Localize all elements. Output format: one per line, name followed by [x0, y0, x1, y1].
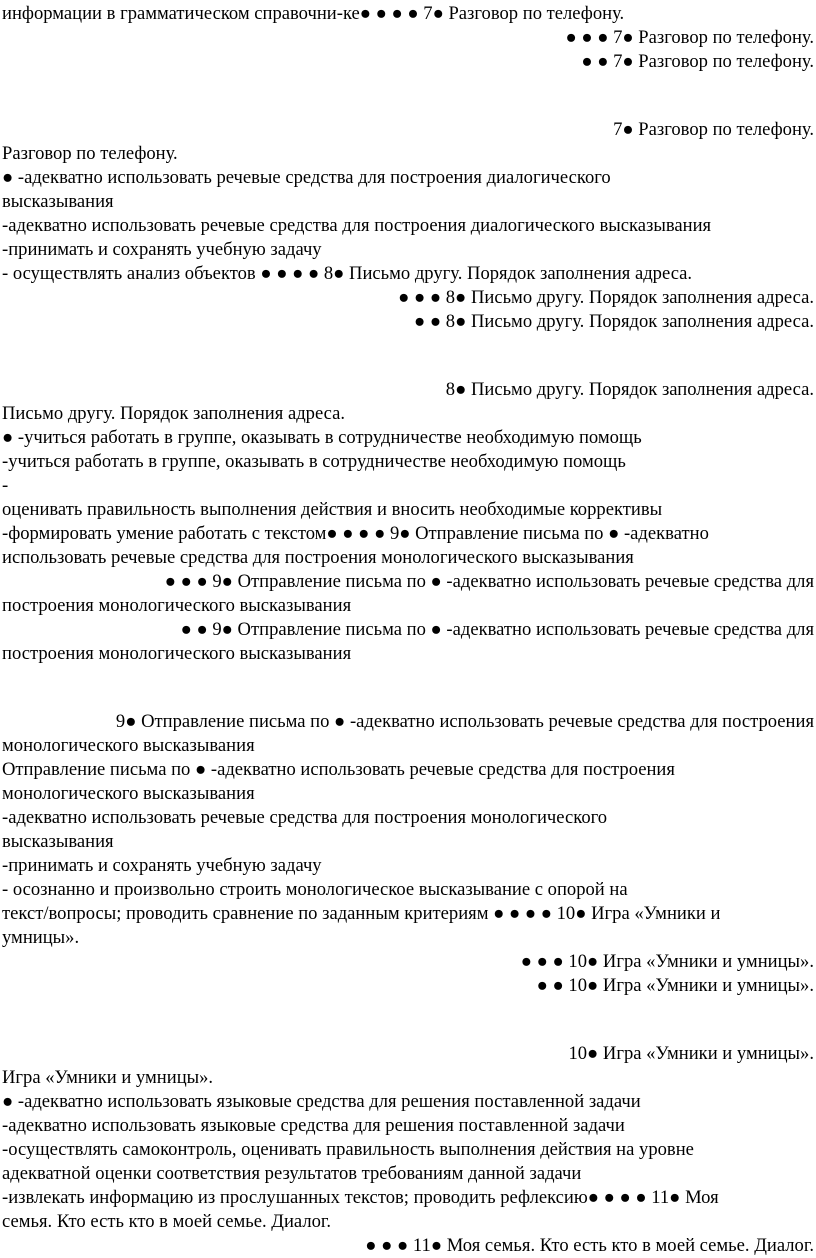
text-line: ● ● 7● Разговор по телефону. [581, 51, 814, 72]
text-line: 7● Разговор по телефону. [613, 119, 814, 140]
text-line: - осуществлять анализ объектов ● ● ● ● 8● Письмо другу. Порядок заполнения адреса. [2, 263, 693, 284]
text-line: -учиться работать в группе, оказывать в сотрудничестве необходимую помощь [2, 451, 626, 472]
text-line: -адекватно использовать языковые средства для решения поставленной задачи [2, 1115, 625, 1136]
text-line: 9● Отправление письма по ● -адекватно использовать речевые средства для построения [115, 711, 814, 732]
text-line: -принимать и сохранять учебную задачу [2, 855, 322, 876]
text-line: -извлекать информацию из прослушанных текстов; проводить рефлексию● ● ● ● 11● Моя [2, 1187, 719, 1208]
text-line: построения монологического высказывания [2, 595, 352, 616]
text-line: ● ● 8● Письмо другу. Порядок заполнения адреса. [414, 311, 814, 332]
text-line: - осознанно и произвольно строить монологическое высказывание с опорой на [2, 879, 628, 900]
text-line: ● ● ● 11● Моя семья. Кто есть кто в моей семье. Диалог. [365, 1235, 814, 1256]
text-line: адекватной оценки соответствия результатов требованиям данной задачи [2, 1163, 582, 1184]
text-line: использовать речевые средства для построения монологического высказывания [2, 547, 634, 568]
text-line: -принимать и сохранять учебную задачу [2, 239, 322, 260]
text-line: -формировать умение работать с текстом● ● ● ● 9● Отправление письма по ● -адекватно [2, 523, 709, 544]
text-line: ● ● 9● Отправление письма по ● -адекватно использовать речевые средства для [180, 619, 814, 640]
text-line: ● -адекватно использовать языковые средства для решения поставленной задачи [2, 1091, 641, 1112]
text-line: Игра «Умники и умницы». [2, 1067, 214, 1088]
text-line: информации в грамматическом справочни-ке● ● ● ● 7● Разговор по телефону. [2, 3, 625, 24]
text-line: 8● Письмо другу. Порядок заполнения адреса. [445, 379, 814, 400]
text-line: ● -адекватно использовать речевые средства для построения диалогического [2, 167, 611, 188]
text-line: - [2, 475, 9, 496]
text-line: ● ● ● 10● Игра «Умники и умницы». [520, 951, 814, 972]
text-line: ● ● ● 9● Отправление письма по ● -адекватно использовать речевые средства для [164, 571, 814, 592]
text-line: ● ● ● 7● Разговор по телефону. [565, 27, 814, 48]
text-line: монологического высказывания [2, 783, 255, 804]
text-line: Отправление письма по ● -адекватно использовать речевые средства для построения [2, 759, 675, 780]
text-line: построения монологического высказывания [2, 643, 352, 664]
text-line: Разговор по телефону. [2, 143, 178, 164]
text-line: монологического высказывания [2, 735, 255, 756]
text-line: высказывания [2, 191, 114, 212]
text-line: -осуществлять самоконтроль, оценивать правильность выполнения действия на уровне [2, 1139, 694, 1160]
text-line: -адекватно использовать речевые средства для построения диалогического высказывания [2, 215, 712, 236]
text-line: умницы». [2, 927, 80, 948]
text-line: семья. Кто есть кто в моей семье. Диалог. [2, 1211, 332, 1232]
text-line: оценивать правильность выполнения действия и вносить необходимые коррективы [2, 499, 663, 520]
text-line: ● ● 10● Игра «Умники и умницы». [536, 975, 814, 996]
text-line: -адекватно использовать речевые средства для построения монологического [2, 807, 608, 828]
text-line: текст/вопросы; проводить сравнение по заданным критериям ● ● ● ● 10● Игра «Умники и [2, 903, 721, 924]
text-line: Письмо другу. Порядок заполнения адреса. [2, 403, 346, 424]
text-line: ● -учиться работать в группе, оказывать в сотрудничестве необходимую помощь [2, 427, 642, 448]
text-line: высказывания [2, 831, 114, 852]
text-line: 10● Игра «Умники и умницы». [568, 1043, 814, 1064]
text-line: ● ● ● 8● Письмо другу. Порядок заполнения адреса. [398, 287, 814, 308]
